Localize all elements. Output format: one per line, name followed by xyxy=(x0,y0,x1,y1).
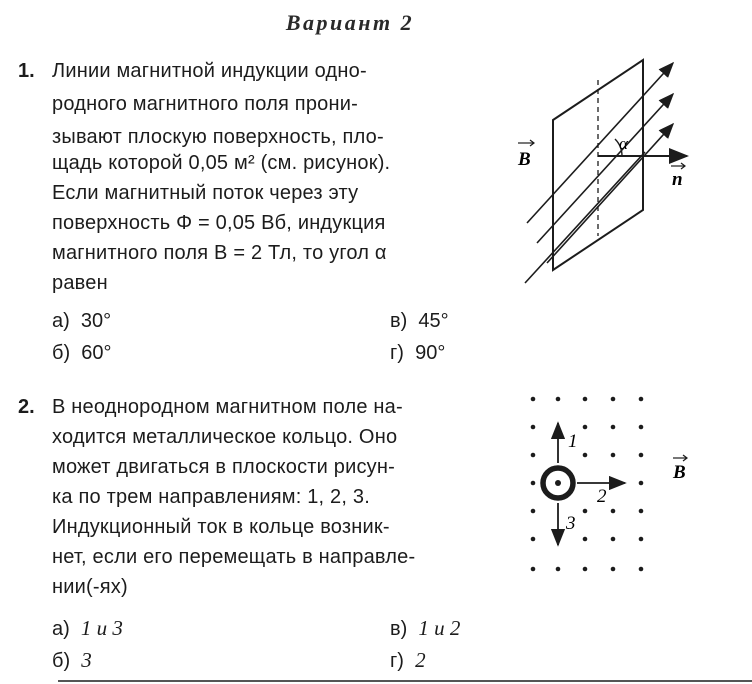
field-dot xyxy=(611,537,616,542)
field-dot xyxy=(531,425,536,430)
field-dot xyxy=(639,425,644,430)
q2-option-b[interactable]: б) 3 xyxy=(52,648,92,672)
field-dot xyxy=(639,537,644,542)
direction-3-label: 3 xyxy=(566,513,576,534)
q1-option-v-text: 45° xyxy=(418,310,449,332)
q1-option-v[interactable]: в) 45° xyxy=(390,310,449,332)
q2-option-g-text: 2 xyxy=(415,648,426,672)
q2-option-v[interactable]: в) 1 и 2 xyxy=(390,616,461,640)
q1-option-a-text: 30° xyxy=(80,310,112,332)
field-dot xyxy=(583,425,588,430)
field-dot xyxy=(583,453,588,458)
field-dot xyxy=(639,509,644,514)
question-2-line: нии(-ях) xyxy=(52,576,128,598)
question-1-line: равен xyxy=(52,272,108,294)
field-dot xyxy=(639,397,644,402)
question-1-line: зывают плоскую поверхность, пло- xyxy=(52,126,384,148)
field-dot xyxy=(639,481,644,486)
alpha-label: α xyxy=(619,134,628,153)
q1-option-b-text: 60° xyxy=(81,342,112,364)
figure-ring-field xyxy=(515,385,715,585)
field-dot xyxy=(611,397,616,402)
bottom-rule xyxy=(58,680,752,682)
direction-1-label: 1 xyxy=(568,431,578,452)
field-dot xyxy=(611,425,616,430)
q2-option-a-text: 1 и 3 xyxy=(80,616,123,640)
question-1-line: Линии магнитной индукции одно- xyxy=(52,60,367,82)
question-2-line: нет, если его перемещать в направле- xyxy=(52,546,416,568)
field-dot xyxy=(583,537,588,542)
field-line xyxy=(527,63,673,223)
q2-option-v-text: 1 и 2 xyxy=(418,616,461,640)
q2-option-g[interactable]: г) 2 xyxy=(390,648,426,672)
question-1-line: поверхность Φ = 0,05 Вб, индукция xyxy=(52,212,386,234)
field-line xyxy=(547,124,673,263)
question-1-line: щадь которой 0,05 м² (см. рисунок). xyxy=(52,152,391,174)
question-1-number: 1. xyxy=(18,60,35,82)
variant-title: Вариант 2 xyxy=(285,10,415,35)
figure-flux-plane xyxy=(515,48,700,288)
b2-label: B xyxy=(673,462,686,483)
field-dot xyxy=(611,453,616,458)
field-dot xyxy=(531,509,536,514)
field-dot xyxy=(639,453,644,458)
field-dot xyxy=(531,481,536,486)
q1-option-a[interactable]: а) 30° xyxy=(52,310,112,332)
question-2-line: В неоднородном магнитном поле на- xyxy=(52,396,403,418)
question-1-line: магнитного поля B = 2 Тл, то угол α xyxy=(52,242,387,264)
q1-option-g-text: 90° xyxy=(415,342,446,364)
question-2-line: может двигаться в плоскости рисун- xyxy=(52,456,395,478)
field-dot xyxy=(583,567,588,572)
field-line xyxy=(525,152,645,283)
question-2-number: 2. xyxy=(18,396,35,418)
field-dot xyxy=(531,567,536,572)
q1-option-g[interactable]: г) 90° xyxy=(390,342,446,364)
field-dots xyxy=(531,397,644,572)
field-dot xyxy=(639,567,644,572)
question-2-line: Индукционный ток в кольце возник- xyxy=(52,516,390,538)
b-label: B xyxy=(518,149,531,170)
field-dot xyxy=(611,509,616,514)
field-dot xyxy=(531,397,536,402)
field-dot xyxy=(531,537,536,542)
ring-center-dot xyxy=(555,480,561,486)
question-2-line: ходится металлическое кольцо. Оно xyxy=(52,426,398,448)
field-dot xyxy=(556,567,561,572)
field-dot xyxy=(531,453,536,458)
question-2-line: ка по трем направлениям: 1, 2, 3. xyxy=(52,486,370,508)
q2-option-b-text: 3 xyxy=(81,648,92,672)
n-label: n xyxy=(672,169,683,190)
question-1-line: родного магнитного поля прони- xyxy=(52,93,358,115)
question-1-line: Если магнитный поток через эту xyxy=(52,182,359,204)
field-dot xyxy=(583,509,588,514)
field-dot xyxy=(583,397,588,402)
q2-option-a[interactable]: а) 1 и 3 xyxy=(52,616,123,640)
q1-option-b[interactable]: б) 60° xyxy=(52,342,112,364)
field-dot xyxy=(611,567,616,572)
field-dot xyxy=(556,397,561,402)
direction-2-label: 2 xyxy=(597,486,607,507)
